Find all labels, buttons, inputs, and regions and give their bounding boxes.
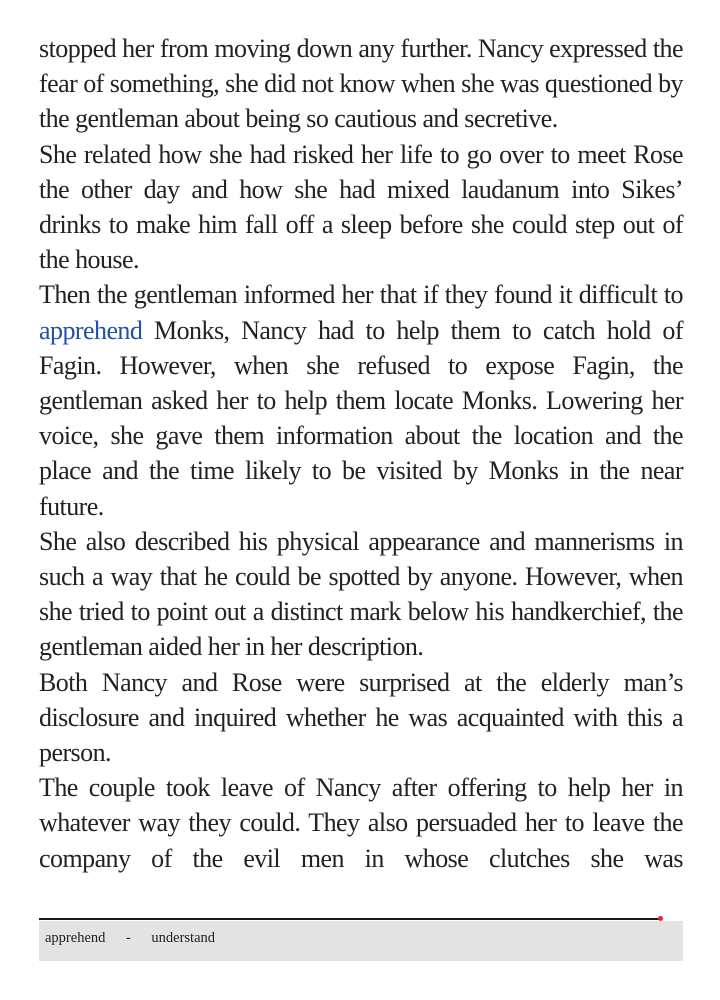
paragraph-1-text: stopped her from moving down any further. Nancy expressed the fear of something, she did not know when she was questioned by the gentleman about being so cautious and secretive.	[39, 34, 683, 134]
paragraph-6-text: The couple took leave of Nancy after offering to help her in whatever way they could. They also persuaded her to leave the company of the evil men in whose clutches she was	[39, 773, 683, 873]
paragraph-3-text-after: Monks, Nancy had to help them to catch hold of Fagin. However, when she refused to expose Fagin, the gentleman asked her to help them locate Monks. Lowering her voice, she gave them information about the location and the place and the time likely to be visited by Monks in the near future.	[39, 315, 683, 521]
paragraph-5	[39, 665, 683, 771]
paragraph-1	[39, 31, 683, 137]
paragraph-3-text-before: Then the gentleman informed her that if they found it difficult to	[39, 280, 683, 310]
footnote-separator: -	[125, 930, 131, 946]
footnote-term: apprehend	[45, 930, 106, 946]
footnote-divider	[39, 918, 660, 920]
paragraph-2	[39, 137, 683, 278]
paragraph-5-text: Both Nancy and Rose were surprised at the elderly man’s disclosure and inquired whether he was acquainted with this a person.	[39, 667, 683, 768]
footnote-entry	[45, 930, 215, 947]
paragraph-3	[39, 277, 683, 523]
page-body	[39, 31, 683, 876]
paragraph-4	[39, 524, 683, 665]
footnote-meaning: understand	[151, 930, 216, 946]
glossary-link-apprehend[interactable]: apprehend	[39, 315, 143, 345]
paragraph-2-text: She related how she had risked her life to go over to meet Rose the other day and how she had mixed laudanum into Sikes’ drinks to make him fall off a sleep before she could step out of the house.	[39, 139, 683, 275]
paragraph-4-text: She also described his physical appearance and mannerisms in such a way that he could be spotted by anyone. However, when she tried to point out a distinct mark below his handkerchief, the gentleman aided her in her description.	[39, 526, 683, 662]
paragraph-6	[39, 770, 683, 876]
glossary-footnote	[39, 921, 683, 961]
